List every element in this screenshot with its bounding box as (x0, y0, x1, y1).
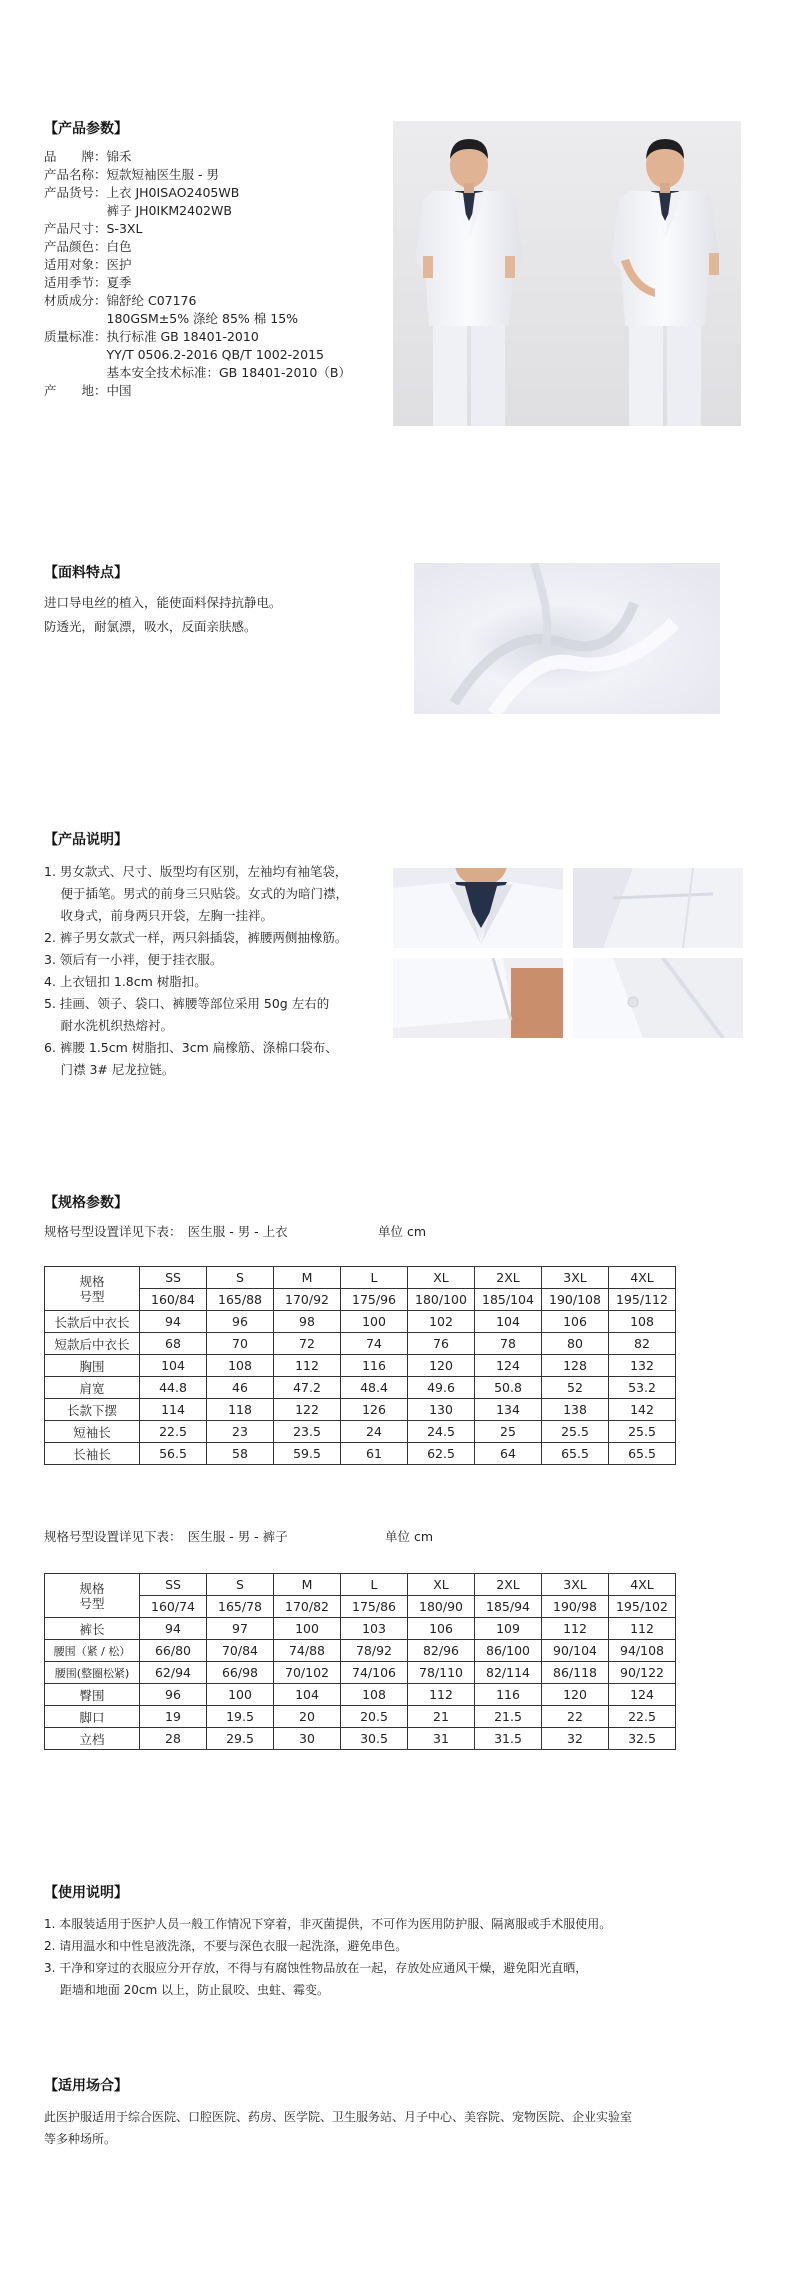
table-cell: 74/106 (341, 1662, 408, 1684)
table-cell: 78/110 (408, 1662, 475, 1684)
desc-line-3: 收身式，前身两只开袋，左胸一挂袢。 (44, 908, 273, 923)
code-cell: 180/90 (408, 1596, 475, 1618)
size-header: M (274, 1267, 341, 1289)
table-cell: 24.5 (408, 1421, 475, 1443)
product-photo-illustration (393, 121, 741, 426)
code-cell: 195/112 (609, 1289, 676, 1311)
table-cell: 116 (475, 1684, 542, 1706)
table1-caption: 规格号型设置详见下表： 医生服 - 男 - 上衣 (44, 1224, 288, 1239)
table-cell: 62.5 (408, 1443, 475, 1465)
params-title: 【产品参数】 (44, 121, 128, 137)
table-cell: 103 (341, 1618, 408, 1640)
param-season: 适用季节：夏季 (44, 275, 132, 290)
table-cell: 120 (542, 1684, 609, 1706)
usage-list (44, 1913, 611, 2001)
detail-photo-collar (393, 868, 563, 948)
table-cell: 100 (274, 1618, 341, 1640)
table-row (45, 1684, 676, 1706)
row-label: 腰围(整圈松紧) (45, 1662, 140, 1684)
param-target: 适用对象：医护 (44, 257, 132, 272)
code-cell: 175/96 (341, 1289, 408, 1311)
table-cell: 86/100 (475, 1640, 542, 1662)
table-cell: 80 (542, 1333, 609, 1355)
row-label: 胸围 (45, 1355, 140, 1377)
table-cell: 44.8 (140, 1377, 207, 1399)
scene-line-2: 等多种场所。 (44, 2132, 117, 2146)
size-header: 2XL (475, 1574, 542, 1596)
table-row (45, 1267, 676, 1289)
table-cell: 98 (274, 1311, 341, 1333)
desc-line-4: 2. 裤子男女款式一样，两只斜插袋，裤腰两侧抽橡筋。 (44, 930, 348, 945)
table-cell: 112 (542, 1618, 609, 1640)
table-cell: 104 (140, 1355, 207, 1377)
table-cell: 108 (609, 1311, 676, 1333)
table-cell: 109 (475, 1618, 542, 1640)
product-photo (393, 121, 741, 426)
table-cell: 108 (207, 1355, 274, 1377)
table2-unit: 单位 cm (385, 1529, 434, 1544)
table-cell: 70/84 (207, 1640, 274, 1662)
table-cell: 22.5 (609, 1706, 676, 1728)
detail-sleeve-illustration (393, 958, 563, 1038)
param-color: 产品颜色：白色 (44, 239, 132, 254)
table-cell: 86/118 (542, 1662, 609, 1684)
table-cell: 20.5 (341, 1706, 408, 1728)
code-cell: 160/84 (140, 1289, 207, 1311)
size-header: 3XL (542, 1574, 609, 1596)
table-cell: 58 (207, 1443, 274, 1465)
table-cell: 142 (609, 1399, 676, 1421)
table-cell: 112 (274, 1355, 341, 1377)
table-row (45, 1311, 676, 1333)
table-cell: 19 (140, 1706, 207, 1728)
desc-title: 【产品说明】 (44, 832, 128, 848)
table-cell: 23.5 (274, 1421, 341, 1443)
detail-photo-button (573, 958, 743, 1038)
row-label: 臀围 (45, 1684, 140, 1706)
size-header: M (274, 1574, 341, 1596)
code-cell: 165/78 (207, 1596, 274, 1618)
code-cell: 185/94 (475, 1596, 542, 1618)
table2-caption: 规格号型设置详见下表： 医生服 - 男 - 裤子 (44, 1529, 288, 1544)
fabric-photo (414, 563, 720, 714)
size-header: SS (140, 1574, 207, 1596)
table-cell: 65.5 (542, 1443, 609, 1465)
row-label: 裤长 (45, 1618, 140, 1640)
param-standard: 质量标准：执行标准 GB 18401-2010 (44, 329, 259, 344)
usage-line-4: 距墙和地面 20cm 以上，防止鼠咬、虫蛀、霉变。 (44, 1983, 330, 1997)
code-cell: 190/98 (542, 1596, 609, 1618)
table-cell: 90/104 (542, 1640, 609, 1662)
table-row (45, 1421, 676, 1443)
param-standard-3: 基本安全技术标准：GB 18401-2010（B） (44, 365, 351, 380)
table-cell: 25 (475, 1421, 542, 1443)
scene-line-1: 此医护服适用于综合医院、口腔医院、药房、医学院、卫生服务站、月子中心、美容院、宠物医院、企业实验室 (44, 2110, 633, 2124)
table-cell: 72 (274, 1333, 341, 1355)
size-header: XL (408, 1267, 475, 1289)
code-cell: 175/86 (341, 1596, 408, 1618)
row-label: 长袖长 (45, 1443, 140, 1465)
table-cell: 25.5 (609, 1421, 676, 1443)
table-cell: 120 (408, 1355, 475, 1377)
table-cell: 76 (408, 1333, 475, 1355)
code-cell: 160/74 (140, 1596, 207, 1618)
code-cell: 195/102 (609, 1596, 676, 1618)
table-cell: 30.5 (341, 1728, 408, 1750)
table-cell: 70 (207, 1333, 274, 1355)
table-cell: 22 (542, 1706, 609, 1728)
spec-table-bottom (44, 1573, 676, 1750)
table-cell: 124 (609, 1684, 676, 1706)
desc-line-6: 4. 上衣钮扣 1.8cm 树脂扣。 (44, 974, 207, 989)
scene-list (44, 2106, 632, 2150)
table-cell: 82/114 (475, 1662, 542, 1684)
table-cell: 32 (542, 1728, 609, 1750)
params-list (44, 148, 351, 400)
table-cell: 104 (274, 1684, 341, 1706)
row-label: 立档 (45, 1728, 140, 1750)
table-corner (45, 1267, 140, 1311)
table-cell: 132 (609, 1355, 676, 1377)
detail-photo-sleeve (393, 958, 563, 1038)
fabric-line-2: 防透光，耐氯漂，吸水，反面亲肤感。 (44, 619, 257, 634)
code-cell: 180/100 (408, 1289, 475, 1311)
param-size: 产品尺寸：S-3XL (44, 221, 143, 236)
table-cell: 108 (341, 1684, 408, 1706)
table-cell: 62/94 (140, 1662, 207, 1684)
table-row (45, 1640, 676, 1662)
corner-line-2: 号型 (79, 1288, 105, 1304)
corner-line-1: 规格 (79, 1580, 105, 1596)
table-cell: 106 (408, 1618, 475, 1640)
size-header: S (207, 1267, 274, 1289)
code-cell: 185/104 (475, 1289, 542, 1311)
param-code-2: 裤子 JH0IKM2402WB (44, 203, 232, 218)
table-cell: 21.5 (475, 1706, 542, 1728)
param-material-2: 180GSM±5% 涤纶 85% 棉 15% (44, 311, 299, 326)
usage-line-2: 2. 请用温水和中性皂液洗涤，不要与深色衣服一起洗涤，避免串色。 (44, 1939, 408, 1953)
fabric-list (44, 591, 282, 639)
table-cell: 46 (207, 1377, 274, 1399)
detail-button-illustration (573, 958, 743, 1038)
param-code: 产品货号：上衣 JH0ISAO2405WB (44, 185, 240, 200)
table-cell: 97 (207, 1618, 274, 1640)
detail-photo-pocket (573, 868, 743, 948)
table-cell: 59.5 (274, 1443, 341, 1465)
table-cell: 22.5 (140, 1421, 207, 1443)
table-cell: 138 (542, 1399, 609, 1421)
table-cell: 30 (274, 1728, 341, 1750)
desc-line-8: 耐水洗机织热熔衬。 (44, 1018, 173, 1033)
spec-title: 【规格参数】 (44, 1195, 128, 1211)
table-cell: 66/98 (207, 1662, 274, 1684)
table-cell: 90/122 (609, 1662, 676, 1684)
table-cell: 106 (542, 1311, 609, 1333)
table-cell: 23 (207, 1421, 274, 1443)
code-cell: 170/82 (274, 1596, 341, 1618)
fabric-photo-illustration (414, 563, 720, 714)
usage-line-3: 3. 干净和穿过的衣服应分开存放，不得与有腐蚀性物品放在一起，存放处应通风干燥，避免阳光直晒， (44, 1961, 588, 1975)
usage-line-1: 1. 本服装适用于医护人员一般工作情况下穿着，非灭菌提供，不可作为医用防护服、隔离服或手术服使用。 (44, 1917, 612, 1931)
row-label: 腰围（紧 / 松） (45, 1640, 140, 1662)
table-cell: 65.5 (609, 1443, 676, 1465)
table1-unit: 单位 cm (378, 1224, 427, 1239)
table-row (45, 1377, 676, 1399)
table-cell: 32.5 (609, 1728, 676, 1750)
table-cell: 61 (341, 1443, 408, 1465)
table-cell: 114 (140, 1399, 207, 1421)
table-cell: 31 (408, 1728, 475, 1750)
row-label: 长款后中衣长 (45, 1311, 140, 1333)
table-cell: 74 (341, 1333, 408, 1355)
table-cell: 82 (609, 1333, 676, 1355)
size-header: 2XL (475, 1267, 542, 1289)
row-label: 短款后中衣长 (45, 1333, 140, 1355)
table-row (45, 1289, 676, 1311)
desc-list (44, 861, 348, 1081)
table2-wrap (44, 1573, 676, 1750)
table-cell: 64 (475, 1443, 542, 1465)
desc-line-1: 1. 男女款式、尺寸、版型均有区别，左袖均有袖笔袋， (44, 864, 348, 879)
fabric-title: 【面料特点】 (44, 565, 128, 581)
table-cell: 122 (274, 1399, 341, 1421)
table-cell: 128 (542, 1355, 609, 1377)
table-cell: 19.5 (207, 1706, 274, 1728)
table-row (45, 1443, 676, 1465)
table-cell: 96 (140, 1684, 207, 1706)
size-header: SS (140, 1267, 207, 1289)
size-header: L (341, 1574, 408, 1596)
table-cell: 78/92 (341, 1640, 408, 1662)
table-cell: 94 (140, 1618, 207, 1640)
table-cell: 20 (274, 1706, 341, 1728)
table-cell: 94 (140, 1311, 207, 1333)
code-cell: 165/88 (207, 1289, 274, 1311)
desc-line-2: 便于插笔。男式的前身三只贴袋。女式的为暗门襟， (44, 886, 348, 901)
corner-line-1: 规格 (79, 1273, 105, 1289)
table-row (45, 1618, 676, 1640)
table-cell: 74/88 (274, 1640, 341, 1662)
size-header: S (207, 1574, 274, 1596)
param-name: 产品名称：短款短袖医生服 - 男 (44, 167, 219, 182)
spec-table-top (44, 1266, 676, 1465)
corner-line-2: 号型 (79, 1595, 105, 1611)
table-cell: 130 (408, 1399, 475, 1421)
table-cell: 48.4 (341, 1377, 408, 1399)
table-cell: 70/102 (274, 1662, 341, 1684)
scene-title: 【适用场合】 (44, 2078, 128, 2094)
size-header: 4XL (609, 1574, 676, 1596)
table-cell: 21 (408, 1706, 475, 1728)
desc-line-9: 6. 裤腰 1.5cm 树脂扣、3cm 扁橡筋、涤棉口袋布、 (44, 1040, 338, 1055)
table-cell: 28 (140, 1728, 207, 1750)
table-cell: 66/80 (140, 1640, 207, 1662)
table-row (45, 1728, 676, 1750)
table-cell: 104 (475, 1311, 542, 1333)
desc-line-5: 3. 领后有一小袢，便于挂衣服。 (44, 952, 223, 967)
table-row (45, 1706, 676, 1728)
code-cell: 170/92 (274, 1289, 341, 1311)
table-row (45, 1596, 676, 1618)
table-cell: 94/108 (609, 1640, 676, 1662)
row-label: 肩宽 (45, 1377, 140, 1399)
table-cell: 50.8 (475, 1377, 542, 1399)
row-label: 长款下摆 (45, 1399, 140, 1421)
table-cell: 68 (140, 1333, 207, 1355)
param-material: 材质成分：锦舒纶 C07176 (44, 293, 197, 308)
row-label: 脚口 (45, 1706, 140, 1728)
table1-wrap (44, 1266, 676, 1465)
table-cell: 82/96 (408, 1640, 475, 1662)
table-cell: 56.5 (140, 1443, 207, 1465)
param-standard-2: YY/T 0506.2-2016 QB/T 1002-2015 (44, 347, 324, 362)
table-cell: 134 (475, 1399, 542, 1421)
row-label: 短袖长 (45, 1421, 140, 1443)
table-cell: 78 (475, 1333, 542, 1355)
table-cell: 52 (542, 1377, 609, 1399)
table-cell: 49.6 (408, 1377, 475, 1399)
table-cell: 112 (609, 1618, 676, 1640)
detail-collar-illustration (393, 868, 563, 948)
size-header: XL (408, 1574, 475, 1596)
table-row (45, 1333, 676, 1355)
param-brand: 品 牌：锦禾 (44, 149, 132, 164)
table-cell: 116 (341, 1355, 408, 1377)
table-cell: 96 (207, 1311, 274, 1333)
desc-line-7: 5. 挂画、领子、袋口、裤腰等部位采用 50g 左右的 (44, 996, 330, 1011)
desc-line-10: 门襟 3# 尼龙拉链。 (44, 1062, 175, 1077)
table-cell: 118 (207, 1399, 274, 1421)
table-corner (45, 1574, 140, 1618)
table-cell: 29.5 (207, 1728, 274, 1750)
table-cell: 47.2 (274, 1377, 341, 1399)
fabric-line-1: 进口导电丝的植入，能使面料保持抗静电。 (44, 595, 282, 610)
size-header: 4XL (609, 1267, 676, 1289)
table-cell: 102 (408, 1311, 475, 1333)
code-cell: 190/108 (542, 1289, 609, 1311)
table-cell: 25.5 (542, 1421, 609, 1443)
table-cell: 31.5 (475, 1728, 542, 1750)
table-cell: 112 (408, 1684, 475, 1706)
size-header: L (341, 1267, 408, 1289)
table-row (45, 1574, 676, 1596)
usage-title: 【使用说明】 (44, 1885, 128, 1901)
table-cell: 100 (341, 1311, 408, 1333)
table-cell: 124 (475, 1355, 542, 1377)
table-row (45, 1399, 676, 1421)
param-origin: 产 地：中国 (44, 383, 132, 398)
table-cell: 53.2 (609, 1377, 676, 1399)
size-header: 3XL (542, 1267, 609, 1289)
detail-pocket-illustration (573, 868, 743, 948)
table-cell: 24 (341, 1421, 408, 1443)
table-cell: 100 (207, 1684, 274, 1706)
table-row (45, 1355, 676, 1377)
table-row (45, 1662, 676, 1684)
table-cell: 126 (341, 1399, 408, 1421)
